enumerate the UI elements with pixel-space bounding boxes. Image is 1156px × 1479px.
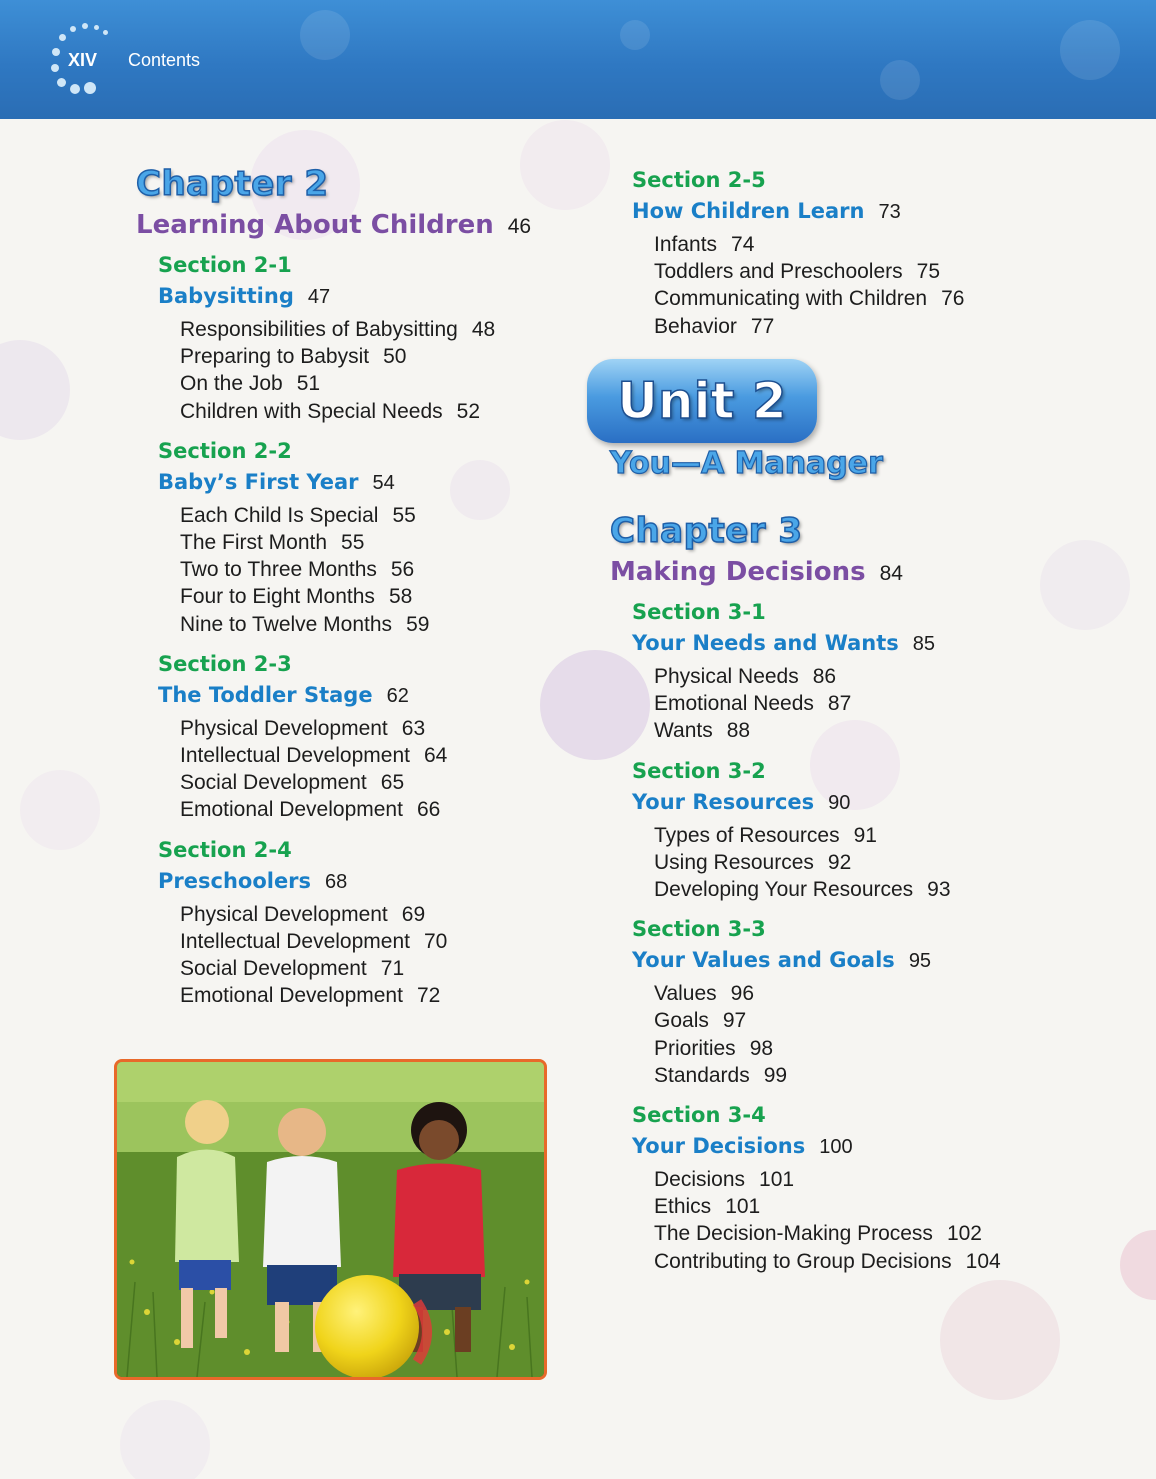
section-entry bbox=[632, 597, 1130, 745]
topic-item bbox=[654, 1062, 1130, 1089]
topic-page: 65 bbox=[380, 771, 405, 795]
page-number: XIV bbox=[68, 50, 98, 70]
topic-item bbox=[180, 982, 576, 1009]
section-entry bbox=[632, 914, 1130, 1089]
topic-item bbox=[654, 1035, 1130, 1062]
topic-list bbox=[654, 980, 1130, 1089]
right-column-top bbox=[610, 165, 1130, 340]
section-entry bbox=[632, 756, 1130, 904]
section-title bbox=[158, 679, 576, 712]
section-label: Section 2-2 bbox=[158, 438, 292, 463]
section-label: Section 3-2 bbox=[632, 758, 766, 783]
section-title-text: Baby’s First Year bbox=[158, 469, 359, 494]
topic-text: Physical Needs bbox=[654, 665, 799, 688]
background-bubble bbox=[940, 1280, 1060, 1400]
topic-page: 75 bbox=[916, 260, 940, 284]
topic-text: Standards bbox=[654, 1063, 750, 1087]
topic-item bbox=[654, 313, 1130, 340]
topic-page: 69 bbox=[401, 902, 426, 926]
topic-page: 72 bbox=[416, 984, 441, 1008]
page-header bbox=[0, 0, 1156, 119]
section-label: Section 2-1 bbox=[158, 253, 292, 277]
section-page: 68 bbox=[325, 870, 348, 893]
topic-text: Emotional Development bbox=[180, 798, 403, 822]
topic-text: Social Development bbox=[180, 957, 367, 981]
topic-page: 104 bbox=[965, 1249, 1001, 1273]
children-playing-photo bbox=[114, 1059, 547, 1380]
topic-item bbox=[654, 1248, 1130, 1275]
section-title-text: Your Values and Goals bbox=[632, 948, 895, 973]
topic-item bbox=[654, 663, 1130, 690]
section-page: 62 bbox=[386, 684, 409, 707]
section-label: Section 3-4 bbox=[632, 1103, 766, 1128]
topic-item bbox=[180, 796, 576, 823]
topic-text: Communicating with Children bbox=[654, 287, 928, 311]
topic-text: Intellectual Development bbox=[180, 929, 410, 953]
topic-text: Behavior bbox=[654, 314, 737, 338]
left-column bbox=[136, 164, 576, 1009]
topic-text: Social Development bbox=[180, 771, 367, 795]
topic-text: Values bbox=[654, 982, 717, 1006]
topic-item bbox=[180, 928, 576, 955]
topic-item bbox=[180, 955, 576, 982]
topic-page: 64 bbox=[423, 744, 448, 768]
background-bubble bbox=[0, 340, 70, 440]
topic-text: Emotional Development bbox=[180, 984, 403, 1008]
topic-page: 97 bbox=[722, 1009, 747, 1033]
section-page: 90 bbox=[828, 791, 851, 814]
topic-text: Responsibilities of Babysitting bbox=[180, 318, 458, 341]
topic-item bbox=[654, 1220, 1130, 1247]
topic-item bbox=[654, 231, 1130, 258]
topic-item bbox=[654, 285, 1130, 312]
topic-page: 76 bbox=[941, 287, 965, 311]
topic-item bbox=[180, 556, 576, 583]
section-title-text: The Toddler Stage bbox=[158, 682, 373, 707]
topic-list bbox=[654, 231, 1130, 340]
topic-text: Contributing to Group Decisions bbox=[654, 1249, 952, 1273]
topic-page: 56 bbox=[390, 558, 415, 582]
topic-text: Ethics bbox=[654, 1195, 712, 1219]
topic-item bbox=[654, 980, 1130, 1007]
section-label: Section 3-3 bbox=[632, 917, 766, 942]
topic-item bbox=[180, 611, 576, 638]
topic-page: 86 bbox=[812, 665, 837, 688]
topic-text: Using Resources bbox=[654, 850, 814, 874]
topic-page: 101 bbox=[725, 1195, 761, 1219]
section-title bbox=[632, 627, 1130, 660]
topic-page: 87 bbox=[827, 692, 852, 716]
section-title bbox=[632, 1130, 1130, 1163]
topic-text: On the Job bbox=[180, 372, 283, 396]
chapter-page: 84 bbox=[879, 562, 903, 585]
topic-list bbox=[654, 822, 1130, 904]
chapter-label: Chapter 2 bbox=[136, 164, 329, 204]
section-page: 47 bbox=[307, 286, 331, 308]
topic-page: 88 bbox=[726, 719, 751, 743]
section-title-text: How Children Learn bbox=[632, 199, 865, 223]
topic-page: 102 bbox=[946, 1222, 982, 1246]
section-title-text: Babysitting bbox=[158, 284, 294, 308]
topic-page: 66 bbox=[416, 798, 441, 822]
topic-page: 55 bbox=[341, 531, 365, 555]
topic-page: 96 bbox=[730, 982, 755, 1006]
topic-item bbox=[180, 343, 576, 370]
section-label: Section 2-5 bbox=[632, 168, 766, 192]
section-title bbox=[158, 280, 576, 313]
section-entry bbox=[632, 1100, 1130, 1275]
section-entry bbox=[632, 165, 1130, 340]
unit-title: You—A Manager bbox=[610, 446, 883, 481]
section-label: Section 2-3 bbox=[158, 651, 292, 676]
topic-item bbox=[654, 1007, 1130, 1034]
section-title bbox=[158, 466, 576, 499]
topic-page: 74 bbox=[731, 233, 755, 256]
section-page: 73 bbox=[878, 201, 901, 223]
background-bubble bbox=[120, 1400, 210, 1479]
section-title bbox=[632, 944, 1130, 977]
topic-text: Physical Development bbox=[180, 902, 388, 926]
topic-page: 91 bbox=[853, 823, 877, 847]
topic-item bbox=[654, 876, 1130, 903]
topic-text: Intellectual Development bbox=[180, 744, 410, 768]
topic-item bbox=[180, 370, 576, 397]
topic-item bbox=[180, 769, 576, 796]
topic-text: Infants bbox=[654, 233, 718, 256]
topic-item bbox=[180, 398, 576, 425]
topic-item bbox=[180, 715, 576, 742]
topic-page: 52 bbox=[456, 399, 480, 423]
topic-text: Children with Special Needs bbox=[180, 399, 443, 423]
section-label: Section 2-4 bbox=[158, 837, 292, 862]
topic-list bbox=[180, 502, 576, 638]
section-label: Section 3-1 bbox=[632, 600, 766, 624]
topic-list bbox=[654, 1166, 1130, 1275]
topic-page: 70 bbox=[423, 929, 448, 953]
section-title-text: Your Decisions bbox=[632, 1134, 806, 1159]
topic-text: Four to Eight Months bbox=[180, 585, 375, 609]
topic-text: Priorities bbox=[654, 1036, 736, 1060]
chapter-title bbox=[610, 555, 1130, 591]
topic-text: Each Child Is Special bbox=[180, 503, 379, 527]
section-page: 100 bbox=[819, 1136, 853, 1159]
topic-item bbox=[654, 822, 1130, 849]
topic-page: 48 bbox=[471, 318, 496, 341]
topic-text: Developing Your Resources bbox=[654, 878, 914, 902]
topic-text: Toddlers and Preschoolers bbox=[654, 260, 903, 284]
topic-item bbox=[654, 690, 1130, 717]
topic-page: 101 bbox=[759, 1168, 795, 1192]
section-entry bbox=[158, 835, 576, 1010]
chapter-title bbox=[136, 208, 576, 244]
chapter-label: Chapter 3 bbox=[610, 511, 803, 551]
topic-page: 51 bbox=[296, 372, 321, 396]
topic-page: 58 bbox=[388, 585, 413, 609]
section-page: 95 bbox=[908, 950, 932, 973]
section-title bbox=[632, 195, 1130, 228]
right-column-bottom bbox=[610, 511, 1130, 1275]
unit-badge bbox=[587, 359, 817, 443]
topic-text: The First Month bbox=[180, 531, 328, 555]
topic-text: Decisions bbox=[654, 1168, 746, 1192]
chapter-page: 46 bbox=[507, 215, 532, 238]
topic-text: Preparing to Babysit bbox=[180, 345, 370, 369]
topic-text: Types of Resources bbox=[654, 823, 840, 847]
section-entry bbox=[158, 649, 576, 824]
topic-item bbox=[180, 502, 576, 529]
chapter-title-text: Making Decisions bbox=[610, 557, 866, 587]
topic-item bbox=[654, 717, 1130, 744]
section-title bbox=[158, 865, 576, 898]
section-title bbox=[632, 786, 1130, 819]
chapter-title-text: Learning About Children bbox=[136, 210, 494, 240]
topic-text: Physical Development bbox=[180, 716, 388, 740]
section-page: 85 bbox=[912, 633, 936, 655]
topic-list bbox=[180, 316, 576, 425]
topic-page: 71 bbox=[380, 957, 405, 981]
background-bubble bbox=[20, 770, 100, 850]
topic-item bbox=[180, 901, 576, 928]
running-head: Contents bbox=[128, 50, 201, 70]
topic-page: 93 bbox=[927, 878, 951, 902]
topic-list bbox=[180, 715, 576, 824]
topic-page: 77 bbox=[750, 314, 775, 338]
topic-page: 50 bbox=[383, 345, 407, 369]
topic-item bbox=[654, 258, 1130, 285]
topic-page: 98 bbox=[749, 1036, 774, 1060]
topic-text: Wants bbox=[654, 719, 713, 743]
topic-page: 99 bbox=[763, 1063, 788, 1087]
topic-text: Emotional Needs bbox=[654, 692, 814, 716]
topic-item bbox=[654, 849, 1130, 876]
topic-page: 92 bbox=[827, 850, 852, 874]
topic-page: 55 bbox=[392, 503, 416, 527]
topic-item bbox=[654, 1193, 1130, 1220]
section-title-text: Your Needs and Wants bbox=[632, 631, 899, 655]
section-entry bbox=[158, 250, 576, 425]
section-title-text: Your Resources bbox=[632, 789, 815, 814]
topic-page: 59 bbox=[406, 612, 430, 636]
section-page: 54 bbox=[372, 471, 395, 494]
topic-item bbox=[180, 316, 576, 343]
topic-item bbox=[180, 742, 576, 769]
topic-list bbox=[180, 901, 576, 1010]
topic-text: Nine to Twelve Months bbox=[180, 612, 393, 636]
topic-item bbox=[654, 1166, 1130, 1193]
topic-list bbox=[654, 663, 1130, 745]
section-title-text: Preschoolers bbox=[158, 868, 312, 893]
topic-text: Goals bbox=[654, 1009, 709, 1033]
topic-item bbox=[180, 529, 576, 556]
topic-page: 63 bbox=[401, 716, 426, 740]
section-entry bbox=[158, 436, 576, 638]
topic-item bbox=[180, 583, 576, 610]
unit-label: Unit 2 bbox=[617, 372, 787, 430]
topic-text: The Decision-Making Process bbox=[654, 1222, 933, 1246]
topic-text: Two to Three Months bbox=[180, 558, 377, 582]
